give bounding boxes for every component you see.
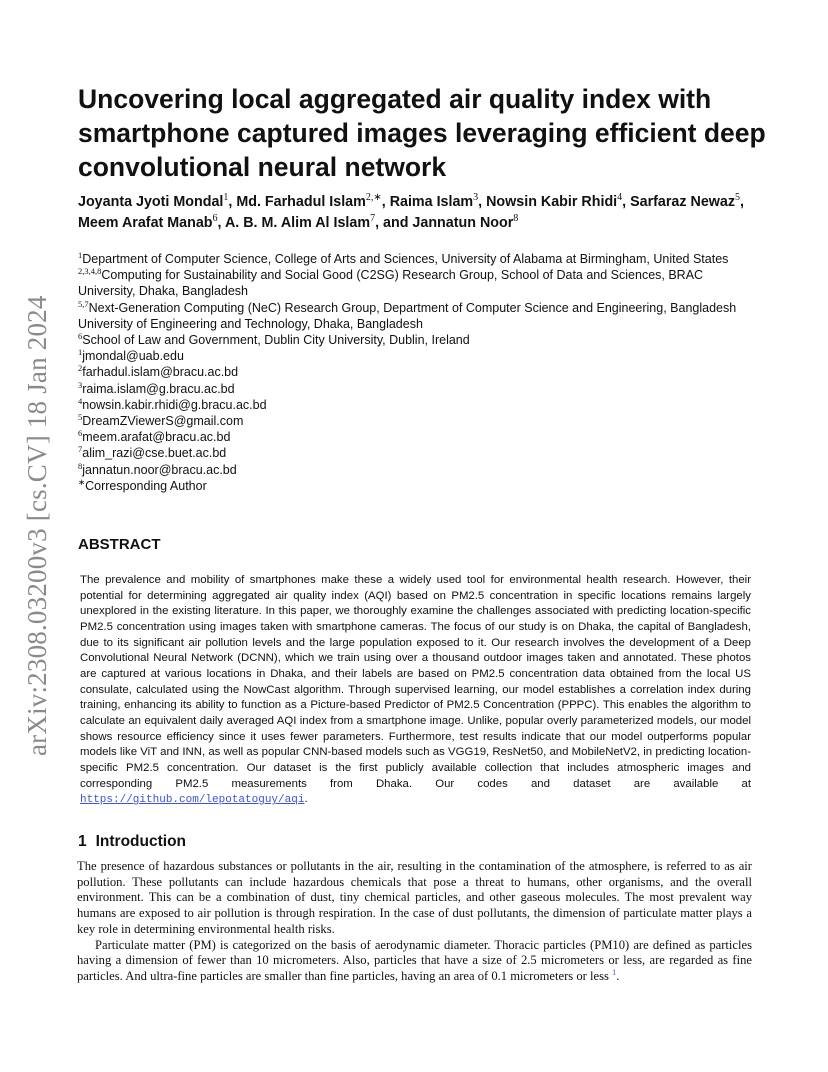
author (390, 194, 486, 210)
affiliation-text: farhadul.islam@bracu.ac.bd (82, 365, 239, 380)
affiliation-line (78, 251, 758, 267)
arxiv-stamp: arXiv:2308.03200v3 [cs.CV] 18 Jan 2024 (22, 295, 52, 756)
code-repository-link[interactable]: https://github.com/lepotatoguy/aqi (80, 794, 305, 807)
affiliation-mark: 6 (78, 330, 83, 341)
affiliation-line (78, 364, 758, 380)
affiliation-text: Corresponding Author (85, 478, 207, 493)
affiliation-line (78, 462, 758, 478)
author-name: Nowsin Kabir Rhidi (486, 194, 618, 210)
intro-paragraph-1: The presence of hazardous substances or pollutants in the air, resulting in the contamination of the atmosphere, is referred to as air pollution. These pollutants can include hazardous chemicals that pose a threat to humans, other organisms, and the overall environment. This can be a combination of dust, tiny chemical particles, and other gaseous molecules. The most prevalent way humans are exposed to air pollution is through respiration. In the case of dust pollutants, the dimension of particulate matter plays a key role in determining environmental health risks. (77, 859, 752, 936)
author-separator: , (478, 194, 487, 210)
author (225, 215, 412, 231)
author-name: Raima Islam (389, 194, 474, 210)
affiliation-line (78, 478, 758, 494)
affiliation-mark: 1 (78, 249, 83, 260)
affiliation-mark: 3 (78, 379, 83, 390)
author-separator: , (622, 194, 631, 210)
author-affiliation-mark: 3 (473, 192, 479, 204)
author-affiliation-mark: 4 (617, 192, 623, 204)
affiliation-text: Next-Generation Computing (NeC) Research Group, Department of Computer Science and Engineering, Bangladesh University of Engineering and Technology, Dhaka, Bangladesh (78, 300, 737, 331)
affiliation-mark: ∗ (78, 476, 86, 487)
affiliation-text: nowsin.kabir.rhidi@g.bracu.ac.bd (82, 397, 267, 412)
affiliation-line (78, 267, 758, 299)
author-affiliation-mark: 2,∗ (365, 192, 382, 204)
affiliation-line (78, 348, 758, 364)
footnote-link[interactable]: 1 (612, 966, 617, 977)
author-name: A. B. M. Alim Al Islam (224, 215, 371, 231)
author-affiliation-mark: 6 (212, 213, 218, 225)
author (78, 215, 225, 231)
author (630, 194, 744, 210)
affiliation-text: DreamZViewerS@gmail.com (82, 414, 244, 429)
paper-title: Uncovering local aggregated air quality index with smartphone captured images leveraging efficient deep convolutional neural network (78, 84, 766, 182)
author-name: Meem Arafat Manab (78, 215, 213, 231)
author-separator: , and (375, 215, 413, 231)
abstract-end: . (304, 793, 308, 806)
section-title: Introduction (95, 833, 187, 850)
affiliation-text: alim_razi@cse.buet.ac.bd (82, 446, 227, 461)
affiliation-line (78, 429, 758, 445)
author (486, 194, 630, 210)
abstract-heading: ABSTRACT (78, 536, 161, 553)
affiliation-line (78, 445, 758, 461)
author-affiliation-mark: 7 (370, 213, 376, 225)
author-name: Sarfaraz Newaz (630, 194, 736, 210)
author-separator: , (228, 194, 237, 210)
abstract-body (80, 573, 751, 809)
author-affiliation-mark: 1 (223, 192, 229, 204)
author-separator: , (381, 194, 390, 210)
affiliation-line (78, 381, 758, 397)
author-separator: , (217, 215, 225, 231)
affiliation-mark: 5 (78, 411, 83, 422)
affiliation-mark: 2 (78, 363, 83, 374)
author-name: Jannatun Noor (412, 215, 514, 231)
affiliation-text: School of Law and Government, Dublin City University, Dublin, Ireland (82, 333, 470, 348)
affiliation-text: jannatun.noor@bracu.ac.bd (82, 462, 237, 477)
author (412, 215, 518, 231)
affiliation-mark: 5,7 (78, 298, 89, 309)
affiliation-mark: 8 (78, 460, 83, 471)
affiliation-mark: 1 (78, 347, 83, 358)
intro-paragraph-2-end: . (616, 968, 620, 983)
affiliation-mark: 7 (78, 444, 83, 455)
section-number: 1 (78, 833, 87, 850)
affiliation-text: meem.arafat@bracu.ac.bd (82, 430, 231, 445)
author (78, 194, 236, 210)
author-affiliation-mark: 5 (735, 192, 741, 204)
affiliation-mark: 4 (78, 395, 83, 406)
affiliation-list (78, 251, 758, 494)
author (236, 194, 389, 210)
intro-paragraph-2-text: Particulate matter (PM) is categorized on the basis of aerodynamic diameter. Thoracic particles (PM10) are defined as particles having a dimension of fewer than 10 micrometers. Also, particles that have a size of 2.5 micrometers or less, are regarded as fine particles. And ultra-fine particles are smaller than fine particles, having an area of 0.1 micrometers or less (77, 937, 752, 983)
introduction-body (77, 859, 752, 985)
author-affiliation-mark: 8 (513, 213, 519, 225)
affiliation-mark: 6 (78, 428, 83, 439)
affiliation-text: raima.islam@g.bracu.ac.bd (82, 381, 235, 396)
intro-paragraph-2 (77, 938, 752, 985)
affiliation-line (78, 300, 758, 332)
affiliation-text: Department of Computer Science, College of Arts and Sciences, University of Alabama at Birmingham, United States (82, 252, 729, 266)
author-list (78, 192, 768, 234)
abstract-text: The prevalence and mobility of smartphones make these a widely used tool for environmental health research. However, their potential for determining aggregated air quality index (AQI) based on PM2.5 concentration in specific locations remains largely unexplored in the existing literature. In this paper, we thoroughly examine the challenges associated with predicting location-specific PM2.5 concentration using images taken with smartphone cameras. The focus of our study is on Dhaka, the capital of Bangladesh, due to its significant air pollution levels and the large population exposed to it. Our research involves the development of a Deep Convolutional Neural Network (DCNN), which we train using over a thousand outdoor images taken and annotated. These photos are captured at various locations in Dhaka, and their labels are based on PM2.5 concentration data obtained from the local US consulate, calculated using the NowCast algorithm. Through supervised learning, our model establishes a correlation index during training, enhancing its ability to function as a Picture-based Predictor of PM2.5 Concentration (PPPC). This enables the algorithm to calculate an equivalent daily averaged AQI index from a smartphone image. Unlike, popular overly parameterized models, our model shows resource efficiency since it uses fewer parameters. Furthermore, test results indicate that our model outperforms popular models like ViT and INN, as well as popular CNN-based models such as VGG19, ResNet50, and MobileNetV2, in predicting location-specific PM2.5 concentration. Our dataset is the first publicly available collection that includes atmospheric images and corresponding PM2.5 measurements from Dhaka. Our codes and dataset are available at (80, 574, 751, 790)
affiliation-text: jmondal@uab.edu (82, 349, 184, 364)
affiliation-line (78, 332, 758, 348)
section-heading-introduction (78, 833, 186, 851)
affiliation-line (78, 397, 758, 413)
affiliation-line (78, 413, 758, 429)
affiliation-text: Computing for Sustainability and Social Good (C2SG) Research Group, School of Data and Sciences, BRAC University, Dhaka, Bangladesh (78, 268, 704, 299)
author-name: Md. Farhadul Islam (236, 194, 366, 210)
author-separator: , (740, 194, 744, 210)
affiliation-mark: 2,3,4,8 (78, 266, 102, 277)
author-name: Joyanta Jyoti Mondal (78, 194, 224, 210)
